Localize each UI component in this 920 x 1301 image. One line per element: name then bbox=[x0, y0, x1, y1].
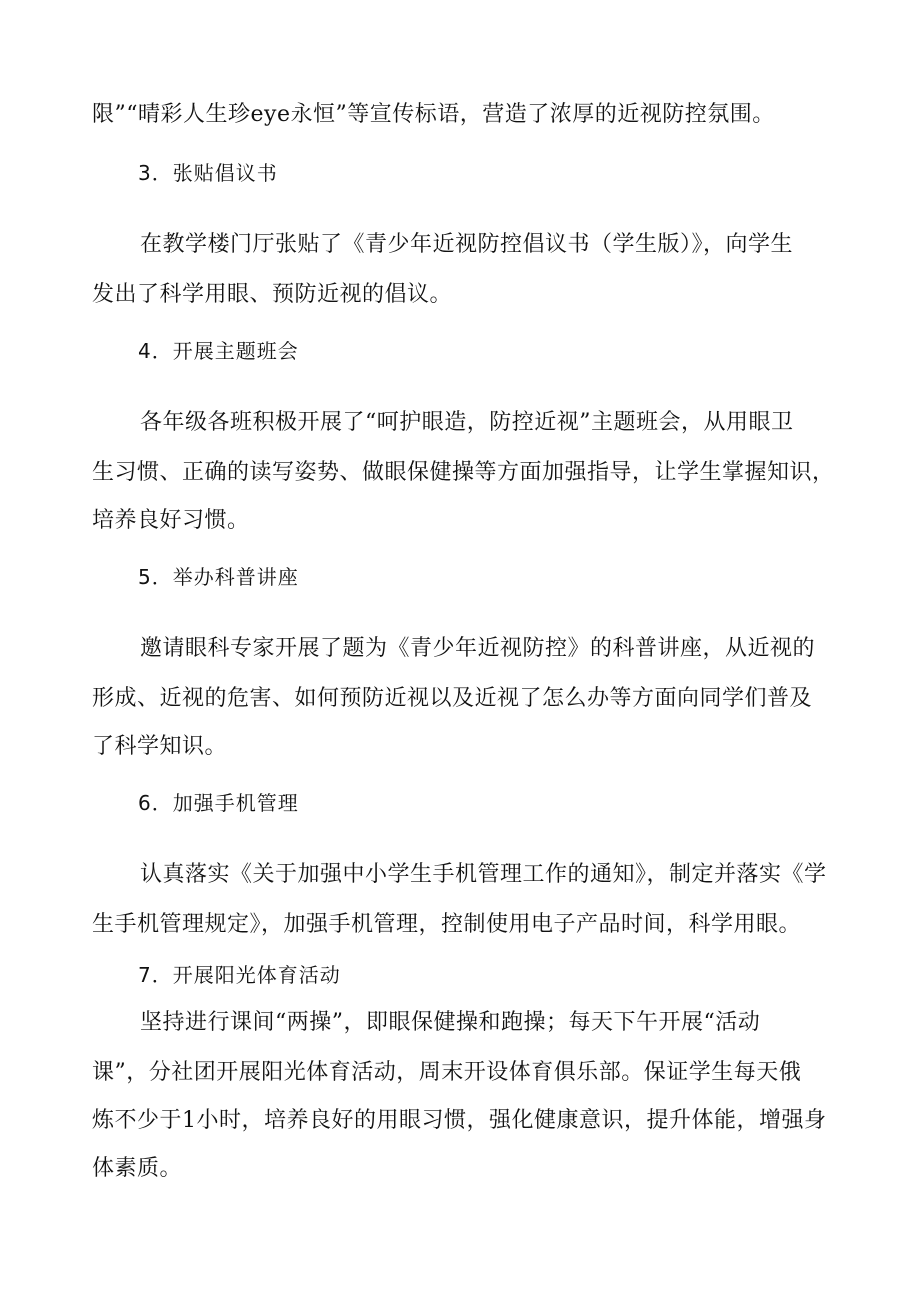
paragraph-line: 邀请眼科专家开展了题为《青少年近视防控》的科普讲座，从近视的 bbox=[140, 636, 816, 661]
paragraph-line: 形成、近视的危害、如何预防近视以及近视了怎么办等方面向同学们普及 bbox=[92, 686, 813, 711]
section-heading-7: 7．开展阳光体育活动 bbox=[138, 963, 341, 987]
paragraph-line: 炼不少于1小时，培养良好的用眼习惯，强化健康意识，提升体能，增强身 bbox=[92, 1108, 827, 1133]
paragraph-line: 限”“晴彩人生珍eye永恒”等宣传标语，营造了浓厚的近视防控氛围。 bbox=[92, 102, 775, 127]
paragraph-line: 生手机管理规定》，加强手机管理，控制使用电子产品时间，科学用眼。 bbox=[92, 912, 802, 937]
paragraph-line: 各年级各班积极开展了“呵护眼造，防控近视”主题班会，从用眼卫 bbox=[140, 410, 794, 435]
section-heading-6: 6．加强手机管理 bbox=[138, 791, 299, 815]
paragraph-line: 在教学楼门厅张贴了《青少年近视防控倡议书（学生版）》，向学生 bbox=[140, 232, 794, 257]
paragraph-line: 发出了科学用眼、预防近视的倡议。 bbox=[92, 282, 453, 307]
paragraph-line: 认真落实《关于加强中小学生手机管理工作的通知》，制定并落实《学 bbox=[140, 862, 827, 887]
paragraph-line: 培养良好习惯。 bbox=[92, 508, 250, 533]
section-heading-3: 3．张贴倡议书 bbox=[138, 161, 278, 185]
paragraph-line: 生习惯、正确的读写姿势、做眼保健操等方面加强指导，让学生掌握知识， bbox=[92, 460, 835, 485]
section-heading-4: 4．开展主题班会 bbox=[138, 339, 299, 363]
section-heading-5: 5．举办科普讲座 bbox=[138, 565, 299, 589]
paragraph-line: 体素质。 bbox=[92, 1156, 183, 1181]
paragraph-line: 课”，分社团开展阳光体育活动，周末开设体育俱乐部。保证学生每天俄 bbox=[92, 1060, 802, 1085]
paragraph-line: 了科学知识。 bbox=[92, 734, 228, 759]
paragraph-line: 坚持进行课间“两操”，即眼保健操和跑操；每天下午开展“活动 bbox=[140, 1010, 761, 1035]
